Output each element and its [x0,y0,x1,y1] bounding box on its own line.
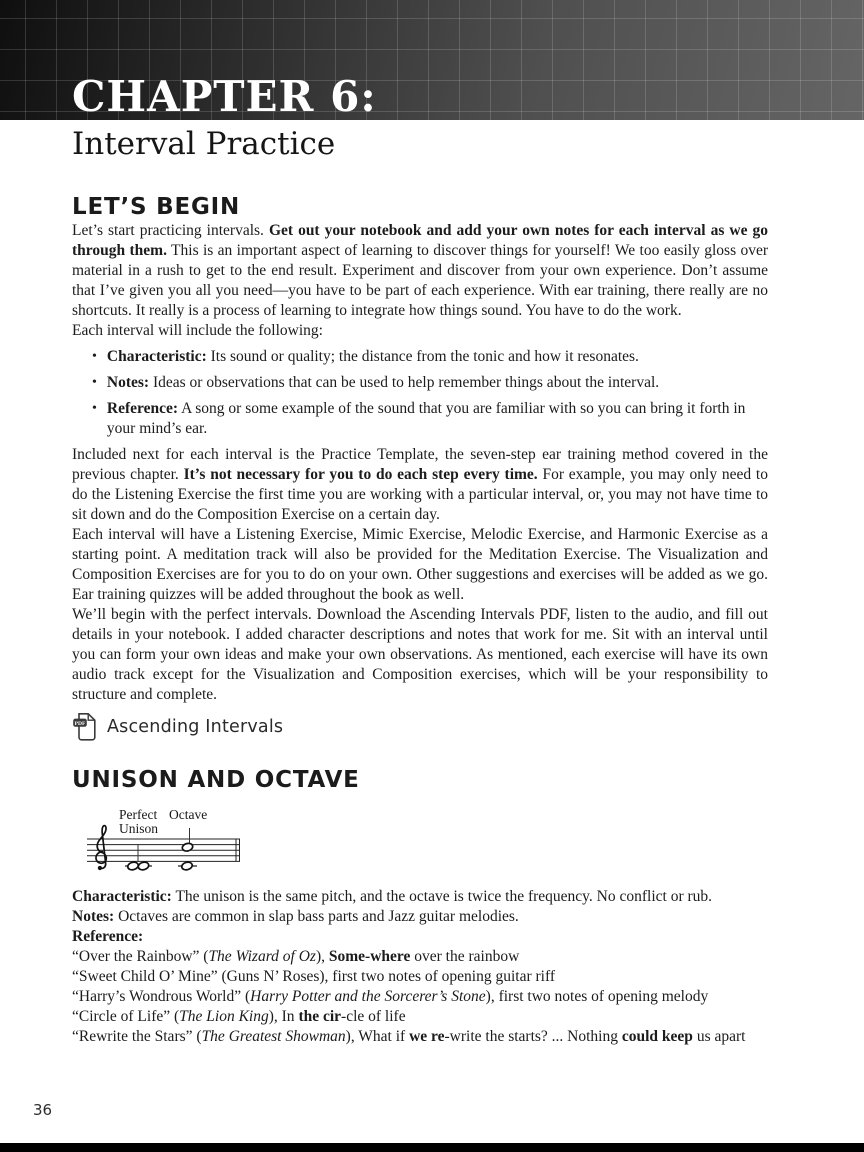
octave-notes [178,828,197,871]
unison-notes [125,845,152,871]
list-item-text: Reference: A song or some example of the sound that you are familiar with so you can bring it forth in your mind’s ear. [106,400,746,437]
section-heading-unison-octave: UNISON AND OCTAVE [72,767,360,793]
pdf-badge-text: PDF [74,720,86,727]
pdf-file-icon [72,711,98,743]
paragraph-list-intro: Each interval will include the following: [72,322,323,339]
list-item-text: Notes: Ideas or observations that can be used to help remember things about the interval. [106,374,660,391]
reference-song-line: “Over the Rainbow” (The Wizard of Oz), Some-where over the rainbow [72,948,520,965]
pdf-download-link[interactable] [72,710,283,744]
bullet-dot: • [92,375,97,390]
chapter-title: Interval Practice [72,126,336,162]
reference-song-line: “Sweet Child O’ Mine” (Guns N’ Roses), first two notes of opening guitar riff [72,968,555,985]
reference-song-line: “Harry’s Wondrous World” (Harry Potter and the Sorcerer’s Stone), first two notes of opening melody [72,988,709,1005]
notes-line: Notes: Octaves are common in slap bass parts and Jazz guitar melodies. [72,908,519,925]
paragraph-practice-template: Included next for each interval is the Practice Template, the seven-step ear training method covered in the previous chapter. It’s not necessary for you to do each step every time. For example, you may only need to do the Listening Exercise the first time you are working with a particular interval, or, you may not have time to sit down and do the Composition Exercise on a certain day. [72,446,768,523]
chapter-header-band [0,0,864,120]
download-link-label: Ascending Intervals [107,717,284,737]
paragraph-intro: Let’s start practicing intervals. Get out your notebook and add your own notes for each interval as we go through them. This is an important aspect of learning to discover things for yourself! We too easily gloss over material in a rush to get to the end result. Experiment and discover from your own experience. Don’t assume that I’ve given you all you need—you have to be part of each experience. With ear training, there really are no shortcuts. It really is a process of learning to integrate how things sound. You have to do the work. [72,222,769,319]
bullet-dot: • [92,349,97,364]
chapter-label: CHAPTER 6: [72,72,377,121]
reference-label: Reference: [72,928,144,945]
treble-clef-icon [96,826,106,870]
notation-label-octave: Octave [169,807,208,822]
list-item-text: Characteristic: Its sound or quality; the distance from the tonic and how it resonates. [106,348,639,365]
reference-song-line: “Rewrite the Stars” (The Greatest Showman), What if we re-write the starts? ... Nothing could keep us apart [72,1028,746,1045]
staff-svg [85,800,245,880]
characteristic-line: Characteristic: The unison is the same pitch, and the octave is twice the frequency. No conflict or rub. [72,888,713,905]
interval-components-list [72,347,768,439]
list-item-reference [92,399,768,439]
list-item-notes [92,373,768,393]
reference-song-line: “Circle of Life” (The Lion King), In the cir-cle of life [72,1008,406,1025]
bullet-dot: • [92,401,97,416]
staff-lines [87,839,240,861]
page-content [0,193,864,1047]
interval-details-block [72,887,768,1047]
page-number: 36 [33,1101,53,1119]
paragraph-begin: We’ll begin with the perfect intervals. Download the Ascending Intervals PDF, listen to the audio, and fill out details in your notebook. I added character descriptions and notes that work for me. Sit with an interval until you can form your own ideas and make your own observations. As mentioned, each exercise will have its own audio track except for the Visualization and Composition exercises, which will be your responsibility to structure and complete. [72,606,768,703]
section-heading-lets-begin: LET’S BEGIN [72,194,241,220]
bottom-black-bar [0,1143,864,1152]
notation-label-unison: Unison [119,821,159,836]
music-notation-figure [85,800,245,880]
paragraph-exercises: Each interval will have a Listening Exercise, Mimic Exercise, Melodic Exercise, and Harmonic Exercise as a starting point. A meditation track will also be provided for the Meditation Exercise. The Visualization and Composition Exercises are for you to do on your own. Other suggestions and exercises will be added as we go. Ear training quizzes will be added throughout the book as well. [72,526,768,603]
list-item-characteristic [92,347,768,367]
notation-label-perfect: Perfect [119,807,158,822]
